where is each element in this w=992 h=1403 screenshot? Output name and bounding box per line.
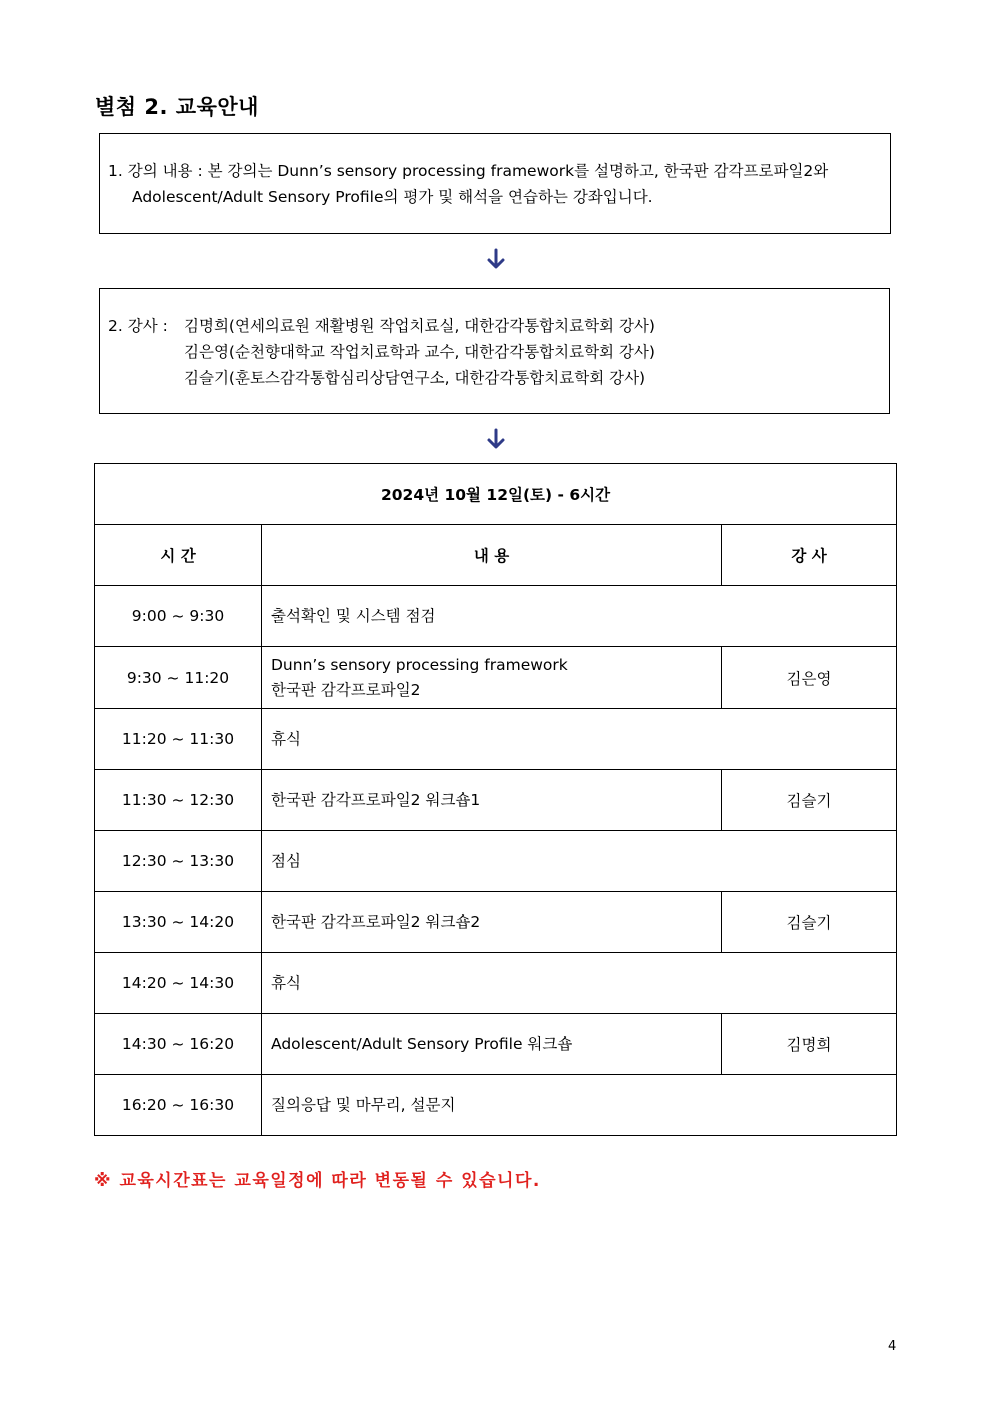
time-cell: 11:30 ~ 12:30 xyxy=(95,770,262,831)
content-cell xyxy=(262,831,897,892)
page-number: 4 xyxy=(888,1339,897,1354)
down-arrow-icon xyxy=(484,427,508,451)
time-cell: 12:30 ~ 13:30 xyxy=(95,831,262,892)
schedule-table xyxy=(94,463,897,1136)
instructor-line: 김명희(연세의료원 재활병원 작업치료실, 대한감각통합치료학회 강사) xyxy=(184,317,655,335)
schedule-notice: ※ 교육시간표는 교육일정에 따라 변동될 수 있습니다. xyxy=(94,1171,541,1191)
schedule-title: 2024년 10월 12일(토) - 6시간 xyxy=(95,464,897,525)
course-description-line-2: Adolescent/Adult Sensory Profile의 평가 및 해석을 연습하는 강좌입니다. xyxy=(132,188,653,206)
header-instructor: 강 사 xyxy=(722,525,897,586)
content-cell xyxy=(262,892,722,953)
content-line: 한국판 감각프로파일2 xyxy=(271,680,421,699)
instructor-line: 김슬기(훈토스감각통합심리상담연구소, 대한감각통합치료학회 강사) xyxy=(184,369,646,387)
content-line: 한국판 감각프로파일2 워크숍1 xyxy=(271,790,481,809)
content-line: 출석확인 및 시스템 점검 xyxy=(271,606,436,625)
content-cell xyxy=(262,709,897,770)
page-heading: 별첨 2. 교육안내 xyxy=(95,95,259,119)
content-cell xyxy=(262,770,722,831)
time-cell: 14:20 ~ 14:30 xyxy=(95,953,262,1014)
table-row xyxy=(95,586,897,647)
table-row xyxy=(95,770,897,831)
content-line: 휴식 xyxy=(271,973,301,992)
table-row xyxy=(95,1075,897,1136)
time-cell: 9:30 ~ 11:20 xyxy=(95,647,262,709)
content-line: 점심 xyxy=(271,851,301,870)
instructor-cell: 김명희 xyxy=(722,1014,897,1075)
time-cell: 9:00 ~ 9:30 xyxy=(95,586,262,647)
table-row xyxy=(95,1014,897,1075)
time-cell: 14:30 ~ 16:20 xyxy=(95,1014,262,1075)
instructor-line: 김은영(순천향대학교 작업치료학과 교수, 대한감각통합치료학회 강사) xyxy=(184,343,655,361)
content-line: Adolescent/Adult Sensory Profile 워크숍 xyxy=(271,1034,573,1053)
header-time: 시 간 xyxy=(95,525,262,586)
table-row xyxy=(95,892,897,953)
header-content: 내 용 xyxy=(262,525,722,586)
content-line: 질의응답 및 마무리, 설문지 xyxy=(271,1095,456,1114)
content-cell xyxy=(262,1014,722,1075)
time-cell: 13:30 ~ 14:20 xyxy=(95,892,262,953)
table-row xyxy=(95,953,897,1014)
content-cell xyxy=(262,647,722,709)
down-arrow-icon xyxy=(484,247,508,271)
content-line: 한국판 감각프로파일2 워크숍2 xyxy=(271,912,481,931)
table-row xyxy=(95,709,897,770)
instructor-cell: 김슬기 xyxy=(722,770,897,831)
table-row xyxy=(95,831,897,892)
content-cell xyxy=(262,953,897,1014)
content-cell xyxy=(262,1075,897,1136)
content-cell xyxy=(262,586,897,647)
content-line: 휴식 xyxy=(271,729,301,748)
instructors-box xyxy=(99,288,890,414)
course-description-line-1: 1. 강의 내용 : 본 강의는 Dunn’s sensory processing framework를 설명하고, 한국판 감각프로파일2와 xyxy=(108,162,829,180)
time-cell: 16:20 ~ 16:30 xyxy=(95,1075,262,1136)
content-line: Dunn’s sensory processing framework xyxy=(271,655,568,674)
time-cell: 11:20 ~ 11:30 xyxy=(95,709,262,770)
course-description-box xyxy=(99,133,891,234)
instructors-label: 2. 강사 : xyxy=(108,317,168,335)
table-row xyxy=(95,647,897,709)
instructor-cell: 김은영 xyxy=(722,647,897,709)
instructor-cell: 김슬기 xyxy=(722,892,897,953)
